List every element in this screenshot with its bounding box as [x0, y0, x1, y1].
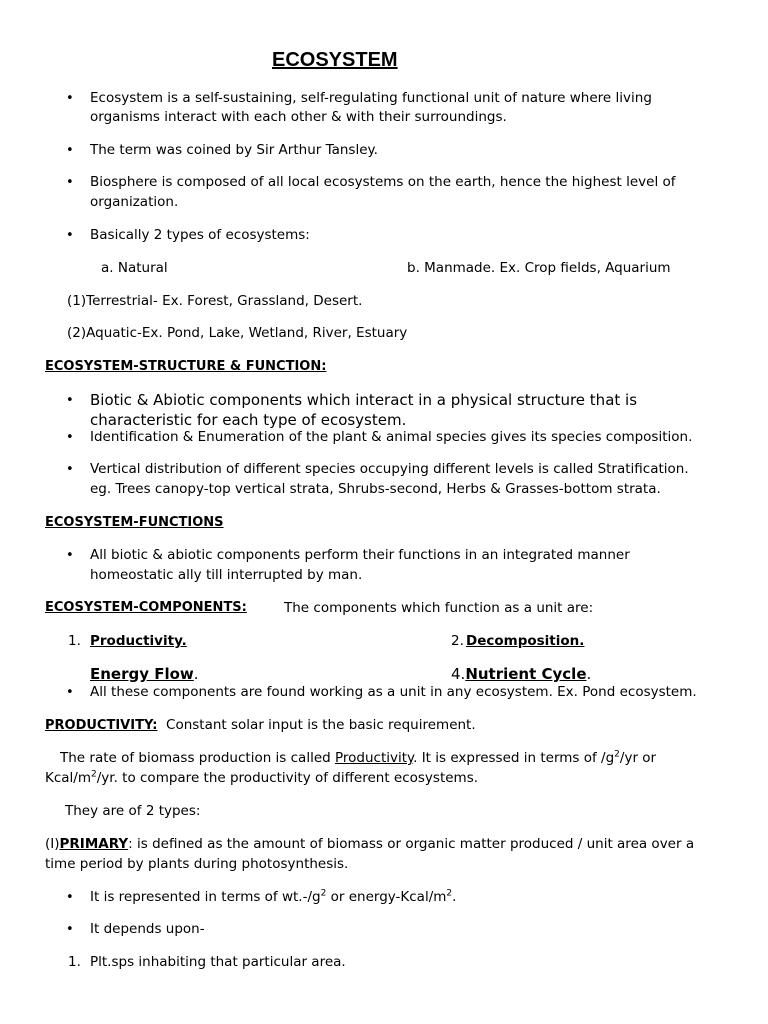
- primary-list-number-1: 1.: [68, 954, 81, 970]
- structure-bullet-3-line-2: eg. Trees canopy-top vertical strata, Shrubs-second, Herbs & Grasses-bottom strata.: [90, 481, 661, 497]
- primary-list-item-1: Plt.sps inhabiting that particular area.: [90, 954, 346, 970]
- component-energy-flow-period: .: [193, 665, 199, 683]
- productivity-types: They are of 2 types:: [65, 803, 201, 819]
- primary-bullet-1-end: .: [452, 889, 457, 905]
- component-number-1: 1.: [68, 633, 81, 649]
- page-title: ECOSYSTEM: [272, 49, 398, 71]
- productivity-p1-end: /yr or: [619, 750, 657, 766]
- component-nutrient-cycle: Nutrient Cycle: [465, 665, 587, 683]
- bullet-icon: •: [66, 890, 74, 905]
- structure-bullet-1-line-1: Biotic & Abiotic components which interact in a physical structure that is: [90, 391, 638, 409]
- type-manmade: b. Manmade. Ex. Crop fields, Aquarium: [407, 260, 671, 276]
- bullet-icon: •: [66, 685, 74, 700]
- structure-bullet-3-line-1: Vertical distribution of different species occupying different levels is called Stratification.: [90, 461, 689, 477]
- bullet-icon: •: [66, 393, 74, 408]
- intro-bullet-2: The term was coined by Sir Arthur Tansley.: [90, 142, 378, 158]
- primary-line-2: time period by plants during photosynthesis.: [45, 856, 349, 872]
- bullet-icon: •: [66, 462, 74, 477]
- primary-bullet-1: [90, 887, 456, 907]
- components-intro: The components which function as a unit are:: [284, 600, 594, 616]
- productivity-heading-row: [45, 715, 476, 736]
- bullet-icon: •: [66, 91, 74, 106]
- component-nutrient-cycle-period: .: [586, 665, 592, 683]
- bullet-icon: •: [66, 143, 74, 158]
- component-energy-flow-row: [90, 664, 199, 684]
- component-decomposition: Decomposition.: [466, 633, 585, 649]
- section-heading-productivity: PRODUCTIVITY:: [45, 718, 158, 733]
- intro-bullet-1-line-1: Ecosystem is a self-sustaining, self-regulating functional unit of nature where living: [90, 90, 652, 106]
- component-number-4: 4.: [451, 665, 466, 683]
- primary-bullet-1-pre: It is represented in terms of wt.-/g: [90, 889, 321, 905]
- subtype-terrestrial: (1)Terrestrial- Ex. Forest, Grassland, Desert.: [67, 293, 363, 309]
- primary-bullet-1-sup-1: 2: [320, 888, 327, 899]
- component-energy-flow: Energy Flow: [90, 665, 194, 683]
- intro-bullet-1-line-2: organisms interact with each other & with their surroundings.: [90, 109, 507, 125]
- primary-prefix: (I): [45, 836, 60, 852]
- subtype-aquatic: (2)Aquatic-Ex. Pond, Lake, Wetland, River, Estuary: [67, 325, 408, 341]
- bullet-icon: •: [66, 922, 74, 937]
- productivity-p1-pre: The rate of biomass production is called: [60, 750, 335, 766]
- primary-bullet-1-sup-2: 2: [446, 888, 453, 899]
- functions-bullet-1-line-2: homeostatic ally till interrupted by man.: [90, 567, 363, 583]
- productivity-term: Productivity: [335, 750, 414, 766]
- primary-bullet-2: It depends upon-: [90, 921, 205, 937]
- bullet-icon: •: [66, 548, 74, 563]
- functions-bullet-1-line-1: All biotic & abiotic components perform their functions in an integrated manner: [90, 547, 630, 563]
- primary-definition-line-1: : is defined as the amount of biomass or organic matter produced / unit area over a: [128, 836, 695, 852]
- productivity-p2-end: /yr. to compare the productivity of different ecosystems.: [96, 770, 479, 786]
- bullet-icon: •: [66, 175, 74, 190]
- primary-bullet-1-mid: or energy-Kcal/m: [326, 889, 447, 905]
- productivity-paragraph-line-2: [45, 768, 478, 788]
- productivity-p1-sup: 2: [614, 749, 620, 760]
- intro-bullet-3-line-2: organization.: [90, 194, 179, 210]
- productivity-p2-pre: Kcal/m: [45, 770, 91, 786]
- structure-bullet-1-line-2: characteristic for each type of ecosystem.: [90, 411, 407, 429]
- component-number-2: 2.: [451, 633, 464, 649]
- components-note: All these components are found working as a unit in any ecosystem. Ex. Pond ecosystem.: [90, 684, 697, 700]
- component-productivity: Productivity.: [90, 633, 187, 649]
- primary-line-1: [45, 834, 694, 854]
- primary-label: PRIMARY: [59, 836, 129, 852]
- section-heading-components: ECOSYSTEM-COMPONENTS:: [45, 600, 247, 615]
- productivity-heading-text: Constant solar input is the basic requirement.: [166, 717, 476, 733]
- component-nutrient-cycle-row: [451, 664, 591, 684]
- bullet-icon: •: [66, 228, 74, 243]
- bullet-icon: •: [66, 430, 74, 445]
- structure-bullet-2: Identification & Enumeration of the plant & animal species gives its species composition.: [90, 429, 693, 445]
- productivity-p1-mid: . It is expressed in terms of /g: [413, 750, 615, 766]
- productivity-p2-sup: 2: [91, 769, 97, 780]
- type-natural: a. Natural: [101, 260, 168, 276]
- intro-bullet-4: Basically 2 types of ecosystems:: [90, 227, 310, 243]
- section-heading-functions: ECOSYSTEM-FUNCTIONS: [45, 515, 224, 530]
- intro-bullet-3-line-1: Biosphere is composed of all local ecosystems on the earth, hence the highest level of: [90, 174, 676, 190]
- section-heading-structure: ECOSYSTEM-STRUCTURE & FUNCTION:: [45, 359, 327, 374]
- productivity-paragraph-line-1: [60, 748, 656, 768]
